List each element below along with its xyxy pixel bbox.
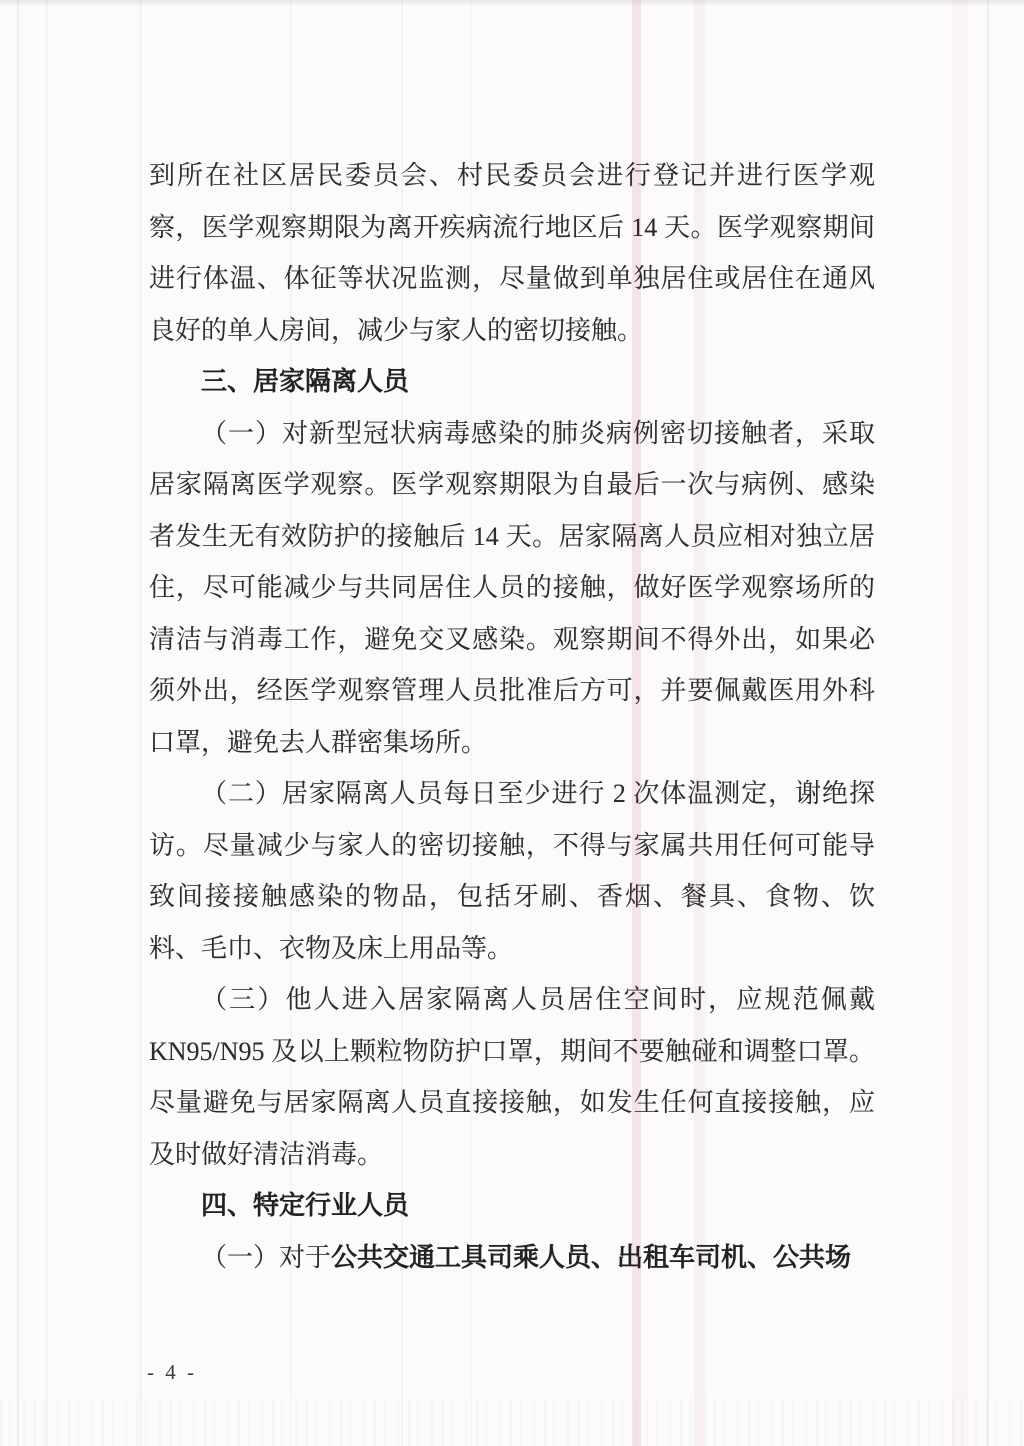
scan-streak-artifact [46, 0, 48, 1446]
scan-pink-streak-artifact [952, 0, 968, 1446]
bold-text-run: 公共交通工具司乘人员、出租车司机、公共场 [331, 1241, 852, 1272]
scan-streak-artifact [987, 0, 989, 1446]
document-body [149, 150, 875, 1283]
section-heading: 三、居家隔离人员 [201, 366, 410, 396]
scan-streak-artifact [17, 0, 19, 1446]
scan-streak-artifact [139, 0, 142, 1446]
paragraph [149, 1232, 875, 1284]
text-run: （一）对于 [201, 1242, 332, 1272]
paragraph: 到所在社区居民委员会、村民委员会进行登记并进行医学观察，医学观察期限为离开疾病流行地区后 14 天。医学观察期间进行体温、体征等状况监测，尽量做到单独居住或居住在通风良好的单人房间，减少与家人的密切接触。 [149, 161, 875, 345]
section-heading: 四、特定行业人员 [201, 1190, 410, 1220]
scan-top-edge-artifact [0, 0, 1024, 6]
paragraph: （二）居家隔离人员每日至少进行 2 次体温测定，谢绝探访。尽量减少与家人的密切接触，不得与家属共用任何可能导致间接接触感染的物品，包括牙刷、香烟、餐具、食物、饮料、毛巾、衣物及床上用品等。 [149, 779, 875, 963]
scan-bottom-noise-artifact [0, 1398, 1024, 1446]
paragraph: （一）对新型冠状病毒感染的肺炎病例密切接触者，采取居家隔离医学观察。医学观察期限为自最后一次与病例、感染者发生无有效防护的接触后 14 天。居家隔离人员应相对独立居住，尽可能减少与共同居住人员的接触，做好医学观察场所的清洁与消毒工作，避免交叉感染。观察期间不得外出，如果必须外出，经医学观察管理人员批准后方可，并要佩戴医用外科口罩，避免去人群密集场所。 [149, 418, 875, 757]
page-number-label: - 4 - [147, 1360, 197, 1384]
paragraph: （三）他人进入居家隔离人员居住空间时，应规范佩戴KN95/N95 及以上颗粒物防护口罩，期间不要触碰和调整口罩。尽量避免与居家隔离人员直接接触，如发生任何直接接触，应及时做好清洁消毒。 [149, 985, 875, 1169]
